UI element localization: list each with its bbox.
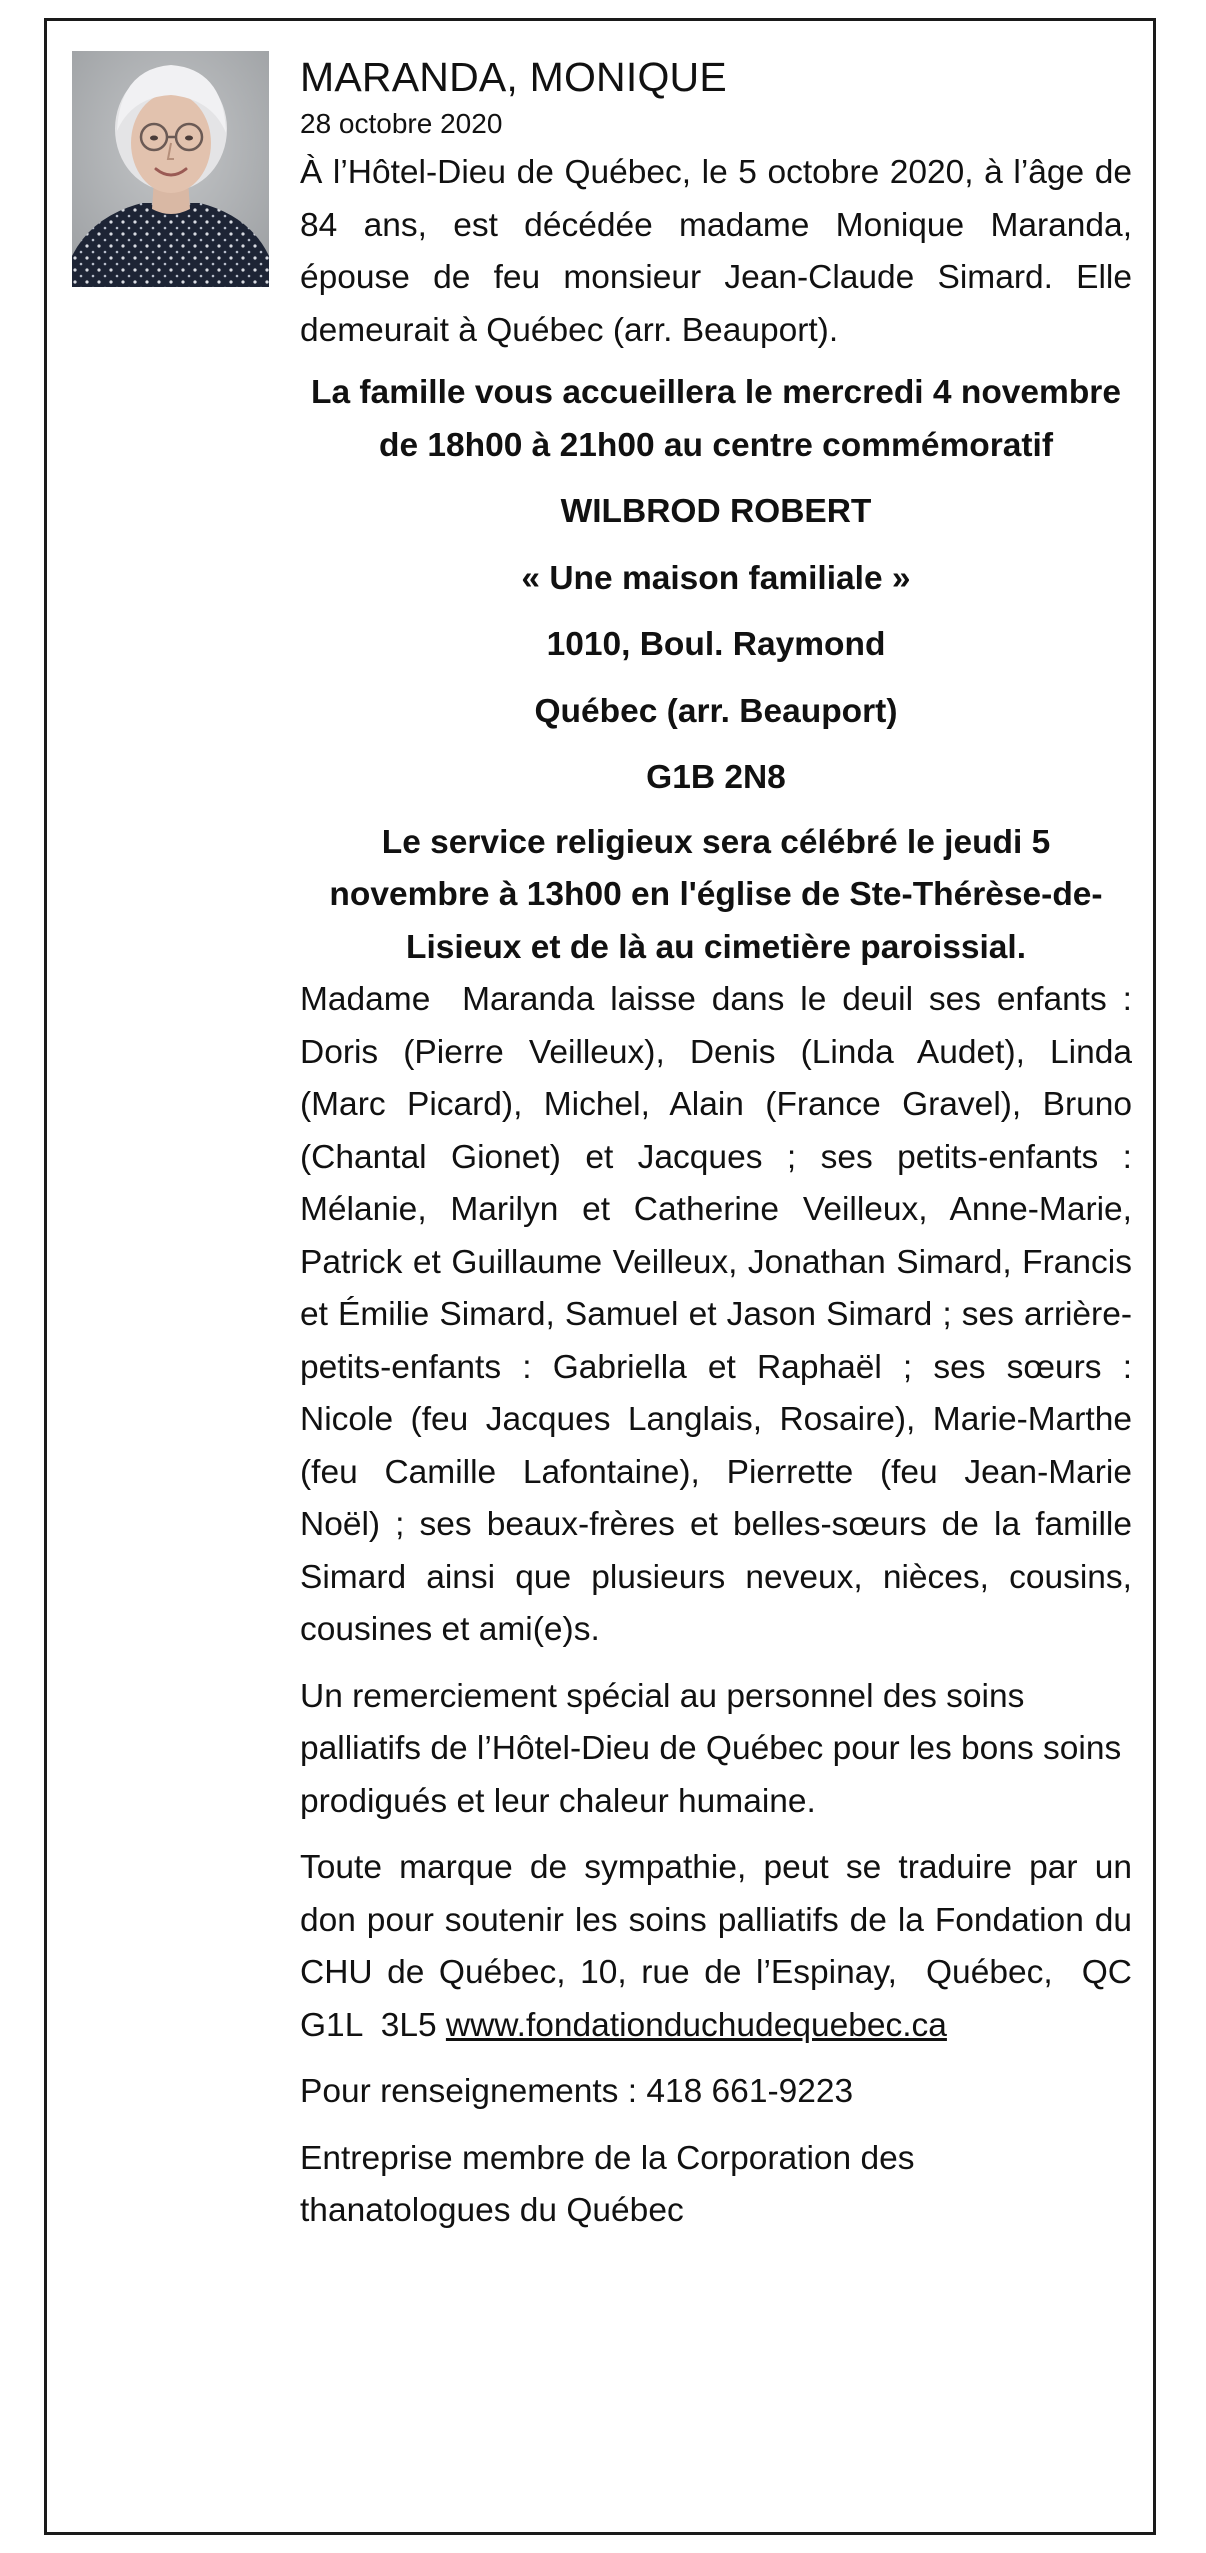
funeral-home-name: WILBROD ROBERT xyxy=(560,493,872,530)
funeral-home-address: 1010, Boul. Raymond xyxy=(546,626,886,663)
intro-paragraph: À l’Hôtel-Dieu de Québec, le 5 octobre 2020, à l’âge de 84 ans, est décédée madame Monique Maranda, épouse de feu monsieur Jean-Claude Simard. Elle demeurait à Québec (arr. Beauport). xyxy=(300,154,1132,349)
portrait-illustration xyxy=(72,51,269,287)
publication-date: 28 octobre 2020 xyxy=(300,108,503,139)
corporation-member-notice: Entreprise membre de la Corporation des thanatologues du Québec xyxy=(300,2139,915,2229)
foundation-link[interactable]: www.fondationduchudequebec.ca xyxy=(445,2006,947,2044)
donation-text: Toute marque de sympathie, peut se traduire par un don pour soutenir les soins palliatifs de la Fondation du CHU de Québec, 10, rue de l’Espinay, Québec, QC G1L 3L5 xyxy=(300,1849,1151,2044)
funeral-home-city: Québec (arr. Beauport) xyxy=(534,692,898,730)
religious-service-notice: Le service religieux sera célébré le jeudi 5 novembre à 13h00 en l'église de Ste-Thérèse-de-Lisieux et de là au cimetière paroissial. xyxy=(329,823,1103,966)
thanks-paragraph: Un remerciement spécial au personnel des soins palliatifs de l’Hôtel-Dieu de Québec pour les bons soins prodigués et leur chaleur humaine. xyxy=(300,1677,1122,1820)
donation-paragraph xyxy=(300,1842,1151,2052)
family-paragraph: Madame Maranda laisse dans le deuil ses enfants : Doris (Pierre Veilleux), Denis (Linda Audet), Linda (Marc Picard), Michel, Alain (France Gravel), Bruno (Chantal Gionet) et Jacques ; ses petits-enfants : Mélanie, Marilyn et Catherine Veilleux, Anne-Marie, Patrick et Guillaume Veilleux, Jonathan Simard, Francis et Émilie Simard, Samuel et Jason Simard ; ses arrière-petits-enfants : Gabriella et Raphaël ; ses sœurs : Nicole (feu Jacques Langlais, Rosaire), Marie-Marthe (feu Camille Lafontaine), Pierrette (feu Jean-Marie Noël) ; ses beaux-frères et belles-sœurs de la famille Simard ainsi que plusieurs neveux, nièces, cousins, cousines et ami(e)s. xyxy=(300,981,1142,1648)
funeral-home-tagline: « Une maison familiale » xyxy=(521,559,911,597)
funeral-home-postal-code: G1B 2N8 xyxy=(646,759,786,796)
portrait-photo xyxy=(72,51,269,287)
visitation-notice: La famille vous accueillera le mercredi 4 novembre de 18h00 à 21h00 au centre commémoratif xyxy=(311,374,1121,464)
contact-info: Pour renseignements : 418 661-9223 xyxy=(300,2073,854,2110)
deceased-name: MARANDA, MONIQUE xyxy=(300,54,727,100)
obituary-content xyxy=(300,50,1151,2238)
